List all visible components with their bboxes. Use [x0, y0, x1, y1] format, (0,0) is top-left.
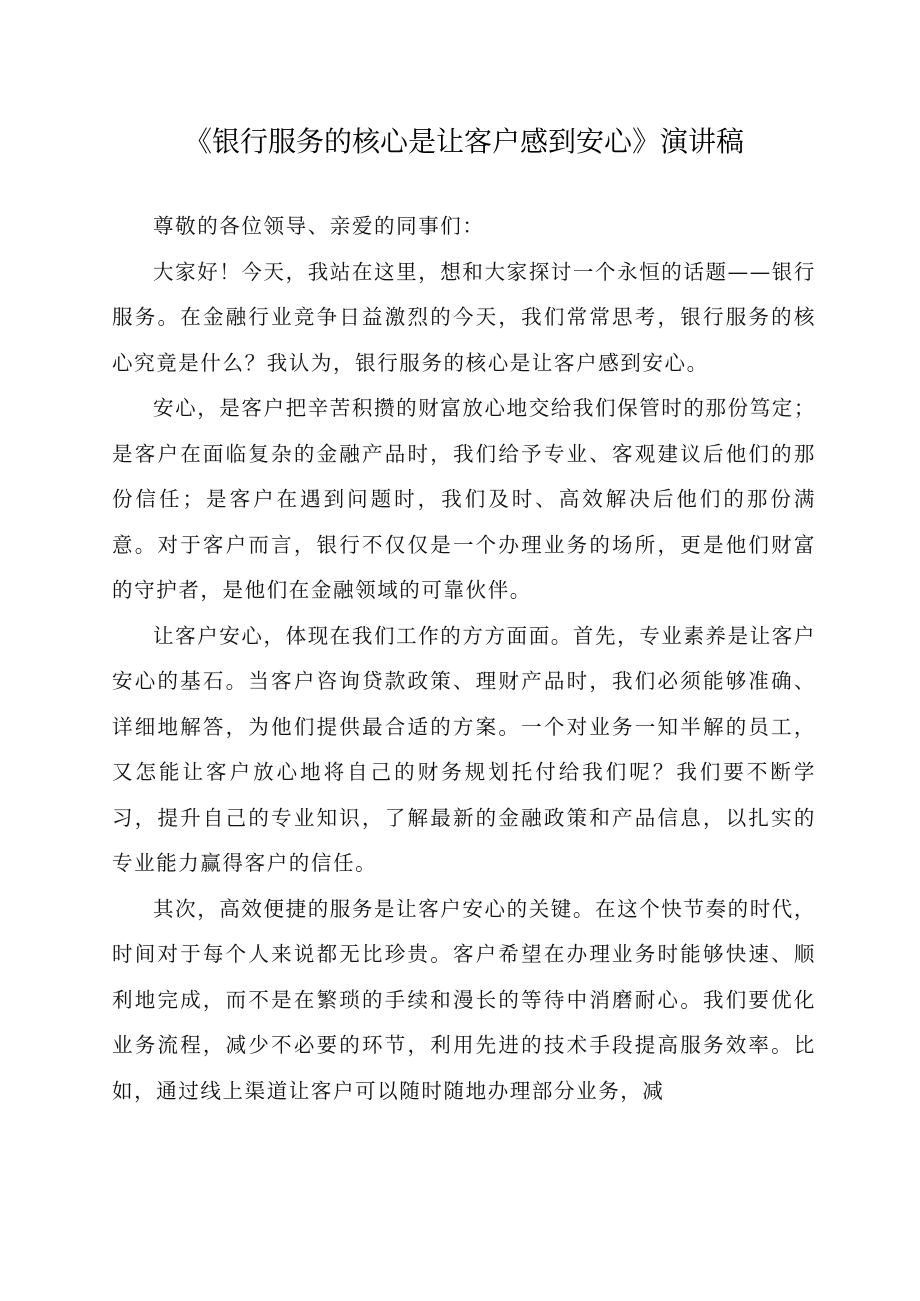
- document-body: [112, 204, 816, 1114]
- document-title: 《银行服务的核心是让客户感到安心》演讲稿: [183, 125, 744, 158]
- paragraph-opening: 大家好！今天，我站在这里，想和大家探讨一个永恒的话题——银行服务。在金融行业竞争日益激烈的今天，我们常常思考，银行服务的核心究竟是什么？我认为，银行服务的核心是让客户感到安心。: [112, 259, 816, 375]
- paragraph-efficiency: 其次，高效便捷的服务是让客户安心的关键。在这个快节奏的时代，时间对于每个人来说都无比珍贵。客户希望在办理业务时能够快速、顺利地完成，而不是在繁琐的手续和漫长的等待中消磨耐心。我们要优化业务流程，减少不必要的环节，利用先进的技术手段提高服务效率。比如，通过线上渠道让客户可以随时随地办理部分业务，减: [112, 896, 816, 1103]
- paragraph-greeting: 尊敬的各位领导、亲爱的同事们：: [153, 214, 485, 238]
- paragraph-meaning-of-peace-of-mind: 安心，是客户把辛苦积攒的财富放心地交给我们保管时的那份笃定；是客户在面临复杂的金融产品时，我们给予专业、客观建议后他们的那份信任；是客户在遇到问题时，我们及时、高效解决后他们的那份满意。对于客户而言，银行不仅仅是一个办理业务的场所，更是他们财富的守护者，是他们在金融领域的可靠伙伴。: [112, 396, 816, 602]
- paragraph-professionalism: 让客户安心，体现在我们工作的方方面面。首先，专业素养是让客户安心的基石。当客户咨询贷款政策、理财产品时，我们必须能够准确、详细地解答，为他们提供最合适的方案。一个对业务一知半解的员工，又怎能让客户放心地将自己的财务规划托付给我们呢？我们要不断学习，提升自己的专业知识，了解最新的金融政策和产品信息，以扎实的专业能力赢得客户的信任。: [112, 623, 816, 875]
